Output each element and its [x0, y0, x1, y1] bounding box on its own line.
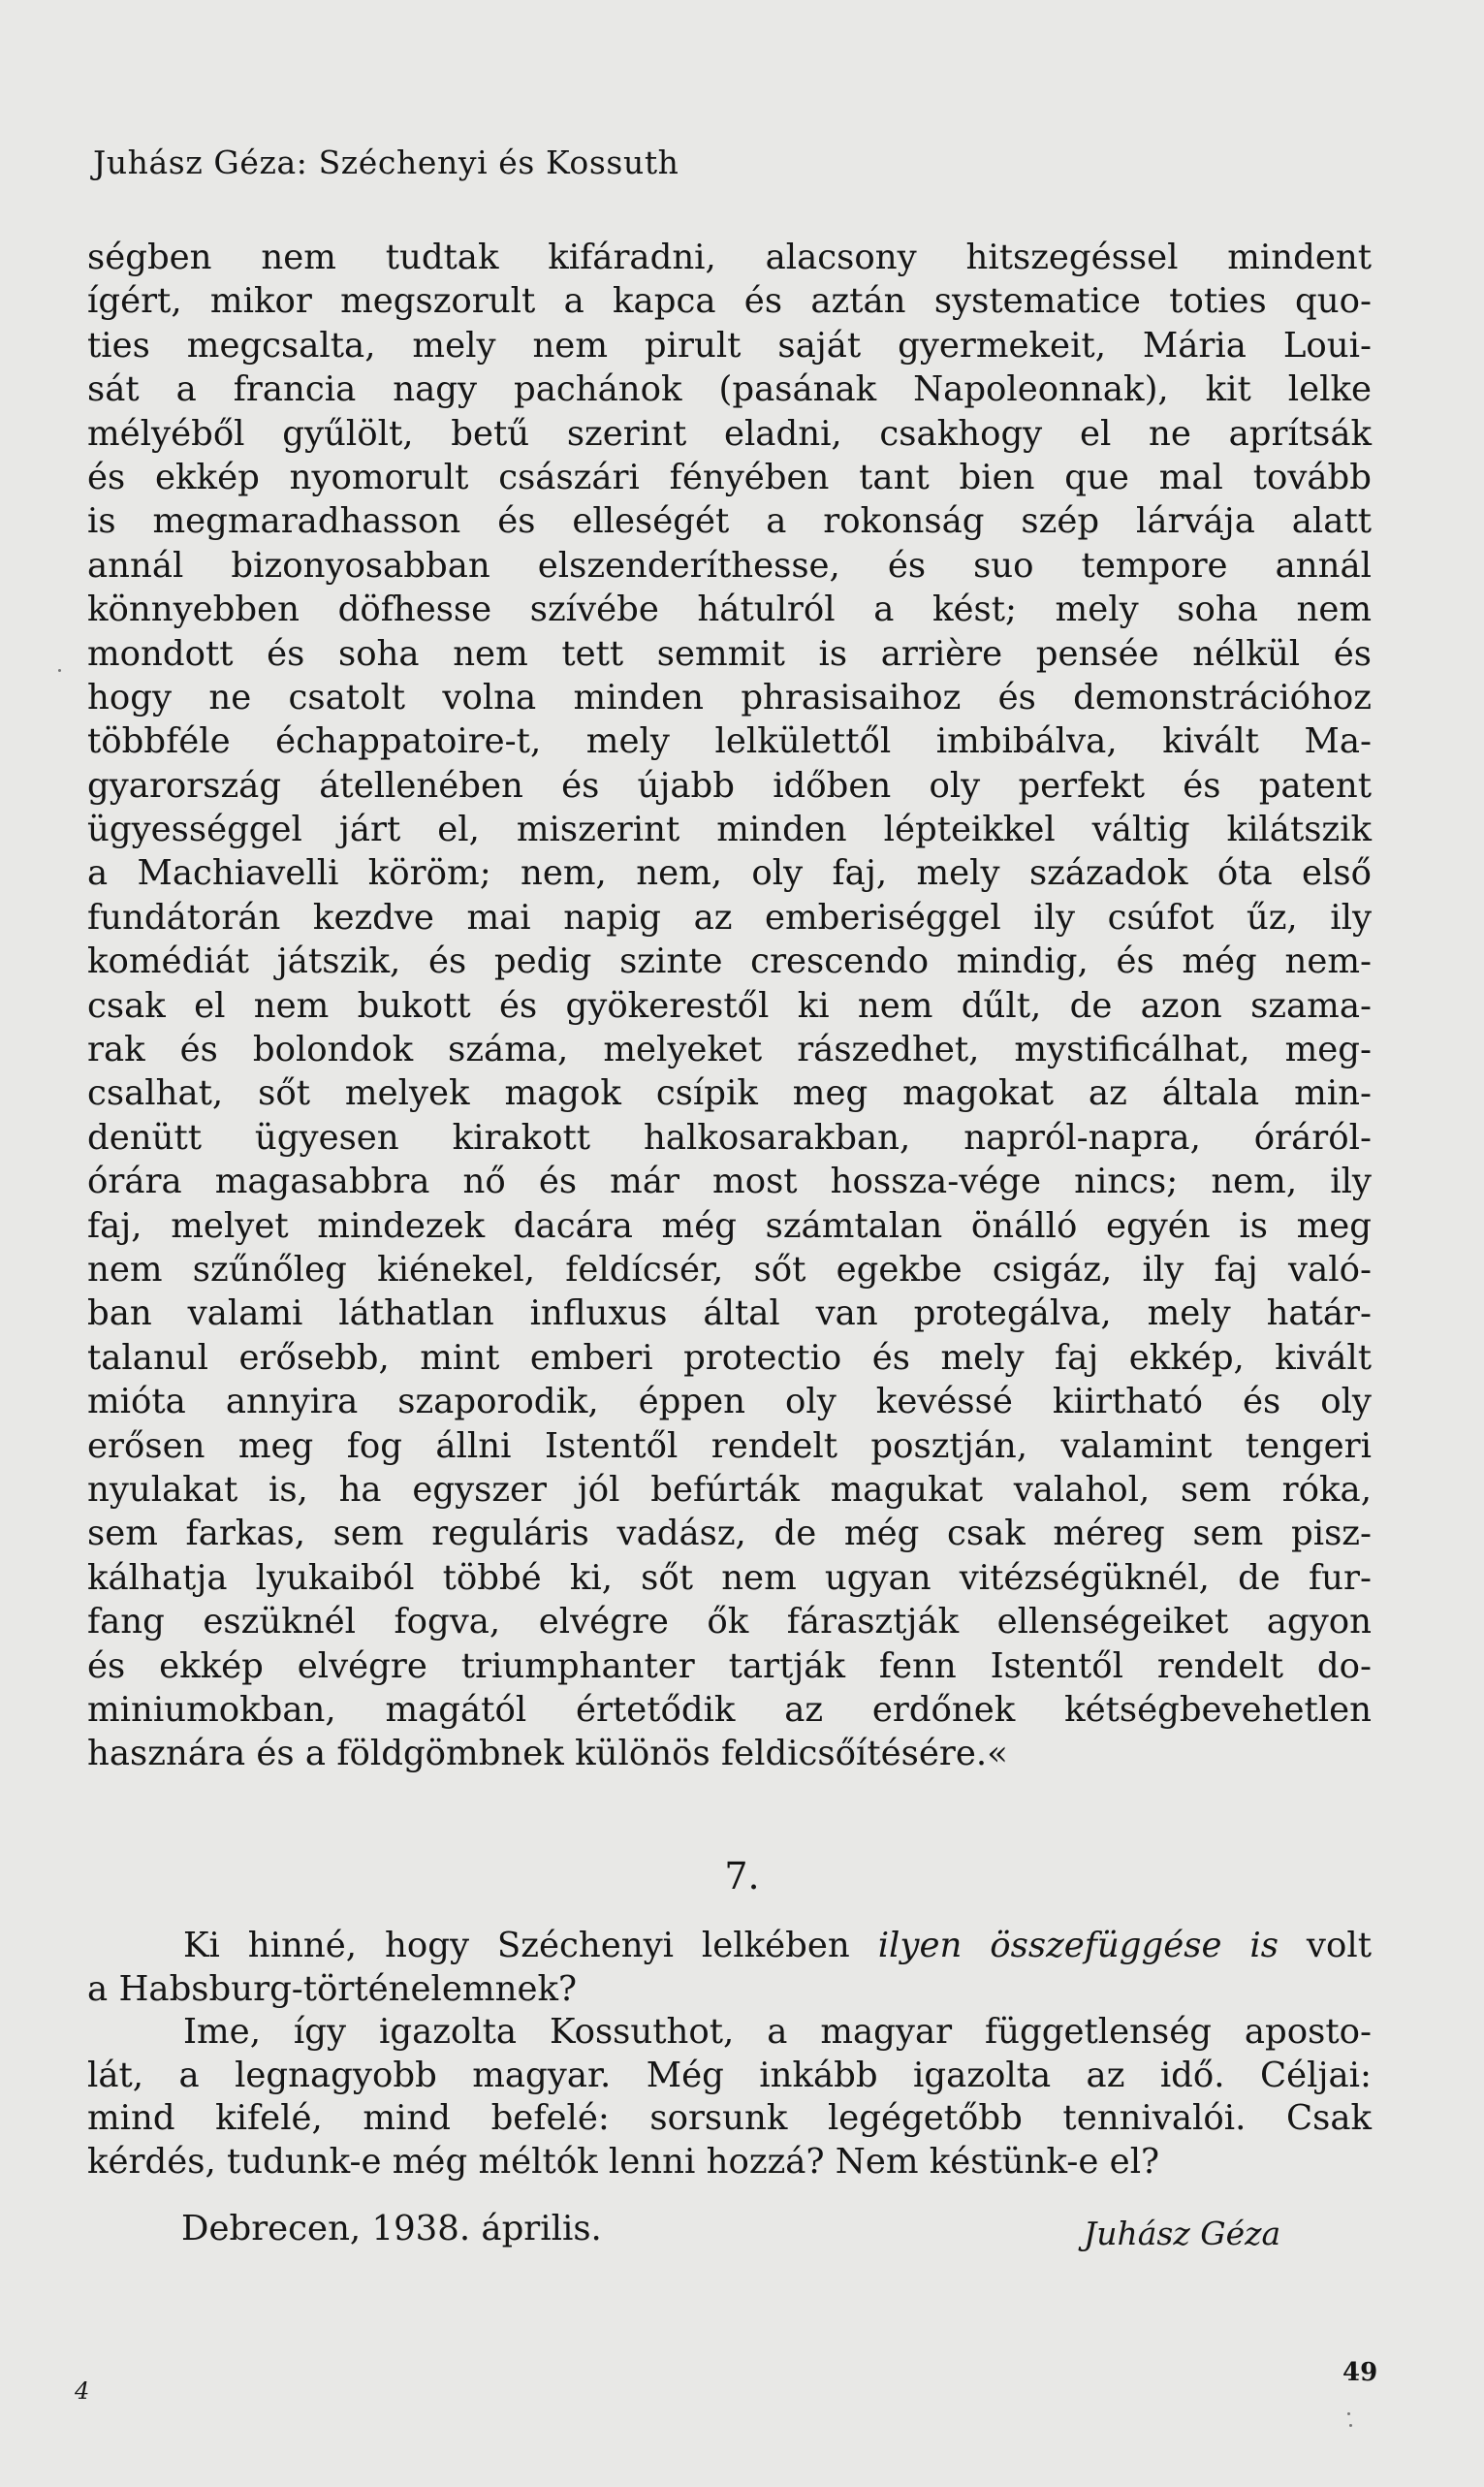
text-line: hogy ne csatolt volna minden phrasisaihoz és demonstrációhoz: [87, 677, 1372, 717]
text-line: és ekkép elvégre triumphanter tartják fenn Istentől rendelt do-: [87, 1645, 1372, 1686]
text-line: rak és bolondok száma, melyeket rászedhet, mystificálhat, meg-: [87, 1030, 1372, 1070]
text-line: sát a francia nagy pachánok (pasának Napoleonnak), kit lelke: [87, 369, 1372, 410]
place-date: Debrecen, 1938. április.: [181, 2209, 602, 2248]
sheet-mark: 4: [75, 2377, 90, 2405]
text-line: ígért, mikor megszorult a kapca és aztán systematice toties quo-: [87, 281, 1372, 322]
text-line: annál bizonyosabban elszenderíthesse, és suo tempore annál: [87, 545, 1372, 586]
text-line: ban valami láthatlan influxus által van protegálva, mely határ-: [87, 1293, 1372, 1334]
text-line: fang eszüknél fogva, elvégre ők fárasztják ellenségeiket agyon: [87, 1602, 1372, 1642]
section-text: [87, 1925, 1372, 2184]
paragraph-line: a Habsburg-történelemnek?: [87, 1968, 577, 2009]
text-line: órára magasabbra nő és már most hossza-vége nincs; nem, ily: [87, 1162, 1372, 1202]
text-line: erősen meg fog állni Istentől rendelt posztján, valamint tengeri: [87, 1425, 1372, 1466]
text-line: csak el nem bukott és gyökerestől ki nem dűlt, de azon szama-: [87, 985, 1372, 1026]
emphasis-text: ilyen összefüggése is: [877, 1926, 1279, 1965]
text-line: mélyéből gyűlölt, betű szerint eladni, csakhogy el ne aprítsák: [87, 413, 1372, 454]
text-line: mondott és soha nem tett semmit is arrière pensée nélkül és: [87, 633, 1372, 674]
text-line: miniumokban, magától értetődik az erdőnek kétségbevehetlen: [87, 1689, 1372, 1730]
text-line: sem farkas, sem reguláris vadász, de még csak méreg sem pisz-: [87, 1514, 1372, 1554]
text-line: mióta annyira szaporodik, éppen oly kevéssé kiirtható és oly: [87, 1382, 1372, 1422]
author-signature: Juhász Géza: [1084, 2215, 1281, 2252]
section-number: 7.: [724, 1855, 760, 1897]
text-line: nyulakat is, ha egyszer jól befúrták magukat valahol, sem róka,: [87, 1469, 1372, 1510]
text-line: ügyességgel járt el, miszerint minden lépteikkel váltig kilátszik: [87, 810, 1372, 850]
text-run: Ki hinné, hogy Széchenyi lelkében: [183, 1926, 878, 1965]
text-line: is megmaradhasson és elleségét a rokonság szép lárvája alatt: [87, 501, 1372, 542]
page-number: 49: [1342, 2358, 1378, 2387]
text-line: fundátorán kezdve mai napig az emberiséggel ily csúfot űz, ily: [87, 897, 1372, 938]
text-line: ségben nem tudtak kifáradni, alacsony hitszegéssel mindent: [87, 238, 1372, 277]
paragraph-line: lát, a legnagyobb magyar. Még inkább igazolta az idő. Céljai:: [87, 2055, 1372, 2095]
paragraph-line: [87, 1925, 1372, 1968]
text-line: többféle échappatoire-t, mely lelkülettől imbibálva, kivált Ma-: [87, 721, 1372, 762]
text-line: kálhatja lyukaiból többé ki, sőt nem ugyan vitézségüknél, de fur-: [87, 1557, 1372, 1598]
text-line: és ekkép nyomorult császári fényében tant bien que mal tovább: [87, 457, 1372, 497]
paper-speck: [58, 669, 61, 672]
paragraph-line: Ime, így igazolta Kossuthot, a magyar függetlenség aposto-: [183, 2012, 1372, 2053]
paper-speck: [1349, 2424, 1352, 2427]
text-line: ties megcsalta, mely nem pirult saját gyermekeit, Mária Loui-: [87, 325, 1372, 366]
text-line: komédiát játszik, és pedig szinte crescendo mindig, és még nem-: [87, 941, 1372, 982]
text-line: gyarország átellenében és újabb időben oly perfekt és patent: [87, 765, 1372, 806]
text-line: faj, melyet mindezek dacára még számtalan önálló egyén is meg: [87, 1205, 1372, 1246]
text-line: hasznára és a földgömbnek különös feldicsőítésére.«: [87, 1734, 1008, 1774]
text-line: a Machiavelli köröm; nem, nem, oly faj, mely századok óta első: [87, 853, 1372, 894]
text-line: csalhat, sőt melyek magok csípik meg magokat az általa min-: [87, 1073, 1372, 1114]
body-text: [87, 236, 1372, 1776]
text-run: volt: [1279, 1926, 1372, 1965]
text-line: könnyebben döfhesse szívébe hátulról a kést; mely soha nem: [87, 590, 1372, 630]
paragraph-line: mind kifelé, mind befelé: sorsunk legégetőbb tennivalói. Csak: [87, 2098, 1372, 2139]
text-line: talanul erősebb, mint emberi protectio és mely faj ekkép, kivált: [87, 1337, 1372, 1378]
paragraph-line: kérdés, tudunk-e még méltók lenni hozzá? Nem késtünk-e el?: [87, 2141, 1160, 2182]
text-line: denütt ügyesen kirakott halkosarakban, napról-napra, óráról-: [87, 1117, 1372, 1158]
paper-speck: [1347, 2412, 1350, 2415]
text-line: nem szűnőleg kiénekel, feldícsér, sőt egekbe csigáz, ily faj való-: [87, 1249, 1372, 1290]
running-header: Juhász Géza: Széchenyi és Kossuth: [93, 143, 679, 181]
